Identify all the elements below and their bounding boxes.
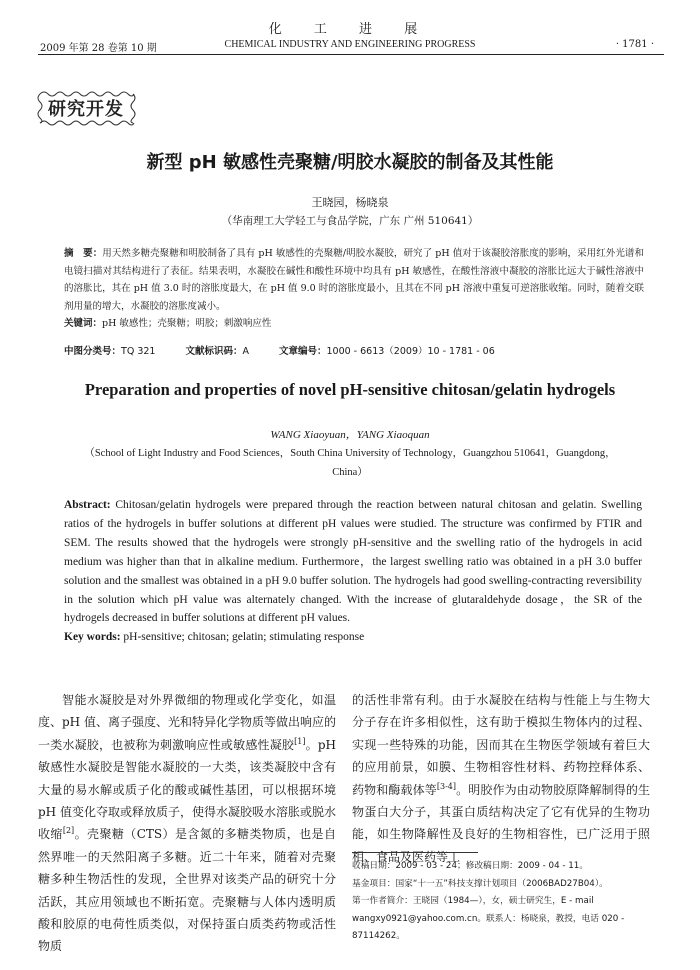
journal-name-cn: 化 工 进 展 (268, 22, 432, 37)
keywords-cn-text: pH 敏感性；壳聚糖；明胶；刺激响应性 (102, 318, 272, 330)
doc-code-value: A (242, 346, 249, 357)
body-left-text-3: 。壳聚糖（CTS）是含氮的多糖类物质，也是自然界唯一的天然阳离子多糖。近二十年来，随着对壳聚糖多种生物活性的发现，全世界对该类产品的研究十分活跃，其应用领域也不断拓宽。壳聚糖与人体内透明质酸和胶原的电荷性质类似，对保持蛋白质类药物或活性物质 (38, 827, 336, 954)
paper-title-cn: 新型 pH 敏感性壳聚糖/明胶水凝胶的制备及其性能 (146, 152, 554, 173)
authors-cn: 王晓园，杨晓泉 (311, 196, 389, 209)
citation-1[interactable]: [1] (294, 736, 306, 746)
abstract-cn-text: 用天然多糖壳聚糖和明胶制备了具有 pH 敏感性的壳聚糖/明胶水凝胶，研究了 pH 值对于该凝胶溶胀度的影响，采用红外光谱和电镜扫描对其结构进行了表征。结果表明，水凝胶在碱性和酸性环境中均具有 pH 敏感性，在酸性溶液中凝胶的溶胀比远大于碱性溶液中的溶胀比，其在 pH 值 3.0 时的溶胀度最大，在 pH 值 9.0 时的溶胀度最小，且其在不同 pH 溶液中重复可逆溶胀收缩。同时，随着交联剂用量的增大，水凝胶的溶胀度减小。 (64, 248, 644, 312)
article-no-label: 文章编号： (278, 346, 327, 357)
clc-label: 中图分类号： (64, 346, 122, 357)
footnote-author: 第一作者简介：王晓园（1984—），女，硕士研究生，E - mail wangxy0921@yahoo.com.cn。联系人：杨晓泉，教授，电话 020 - 87114262。 (352, 896, 625, 942)
issue-info: 2009 年第 28 卷第 10 期 (40, 43, 157, 54)
citation-3-4[interactable]: [3-4] (436, 781, 456, 791)
affiliation-cn: （华南理工大学轻工与食品学院，广东 广州 510641） (221, 215, 479, 227)
footnotes (352, 858, 650, 946)
abstract-cn-label: 摘 要： (64, 248, 103, 259)
page-number: · 1781 · (615, 39, 654, 50)
header-rule (38, 54, 664, 55)
body-column-left (38, 689, 336, 958)
keywords-cn-label: 关键词： (64, 318, 103, 330)
body-left-text-2: 。pH 敏感性水凝胶是智能水凝胶的一大类，该类凝胶中含有大量的易水解或质子化的酸或碱性基团，可以根据环境 pH 值变化夺取或释放质子，使得水凝胶吸水溶胀或脱水收缩 (38, 737, 336, 842)
journal-name-en: CHEMICAL INDUSTRY AND ENGINEERING PROGRESS (224, 39, 476, 50)
keywords-en-label: Key words: (64, 631, 121, 644)
body-right-text-1: 的活性非常有利。由于水凝胶在结构与性能上与生物大分子存在许多相似性，这有助于模拟生物体内的过程、实现一些特殊的功能，因而其在生物医学领域有着巨大的应用前景，如膜、生物相容性材料、药物控释体系、药物和酶载体等 (352, 693, 650, 797)
affiliation-en: （School of Light Industry and Food Sciences，South China University of Technology，Guangzhou 510641，Guangdong，China） (84, 448, 616, 478)
authors-en: WANG Xiaoyuan，YANG Xiaoquan (270, 429, 430, 441)
body-right-text-2: 。明胶作为由动物胶原降解制得的生物蛋白大分子，其蛋白质结构决定了它有优异的生物功能，如生物降解性及良好的生物相容性，已广泛用于照相、食品及医药等工 (352, 782, 650, 864)
abstract-en-text: Chitosan/gelatin hydrogels were prepared through the reaction between natural chitosan and gelatin. Swelling ratios of the hydrogels in buffer solutions at different pH values were studied. The structure was confirmed by FTIR and SEM. The results showed that the hydrogels were strongly pH-sensitive and the swelling ratio of the hydrogels in acid medium was higher than that in alkaline medium. Furthermore，the largest swelling ratio was obtained in a pH 3.0 buffer solution and the smallest was obtained in a pH 9.0 buffer solution. The hydrogels had good swelling-contracting reversibility in the solution which pH value was alternately changed. With the increase of glutaraldehyde dosage，the SR of the hydrogels decreased in buffer solutions at different pH values. (64, 499, 643, 625)
footnote-rule (352, 852, 478, 853)
citation-2[interactable]: [2] (62, 826, 75, 836)
abstract-cn (64, 245, 644, 333)
paper-title-en: Preparation and properties of novel pH-sensitive chitosan/gelatin hydrogels (84, 380, 616, 399)
body-left-text-1: 智能水凝胶是对外界微细的物理或化学变化，如温度、pH 值、离子强度、光和特异化学物质等做出响应的一类水凝胶，也被称为刺激响应性或敏感性凝胶 (38, 693, 336, 752)
doc-code-label: 文献标识码： (185, 346, 243, 357)
abstract-en-label: Abstract: (64, 499, 111, 511)
abstract-en (64, 496, 642, 647)
section-tag-label: 研究开发 (48, 99, 124, 120)
keywords-en-text: pH-sensitive; chitosan; gelatin; stimulating response (123, 631, 365, 644)
section-tag (36, 88, 136, 128)
footnote-dates: 收稿日期：2009 - 03 - 24；修改稿日期：2009 - 04 - 11。 (352, 861, 589, 871)
article-no-value: 1000 - 6613（2009）10 - 1781 - 06 (326, 346, 495, 357)
body-column-right (352, 689, 650, 868)
footnote-fund: 基金项目：国家“十一五”科技支撑计划项目（2006BAD27B04）。 (352, 878, 608, 889)
clc-value: TQ 321 (121, 346, 156, 357)
classification-line (64, 343, 644, 357)
